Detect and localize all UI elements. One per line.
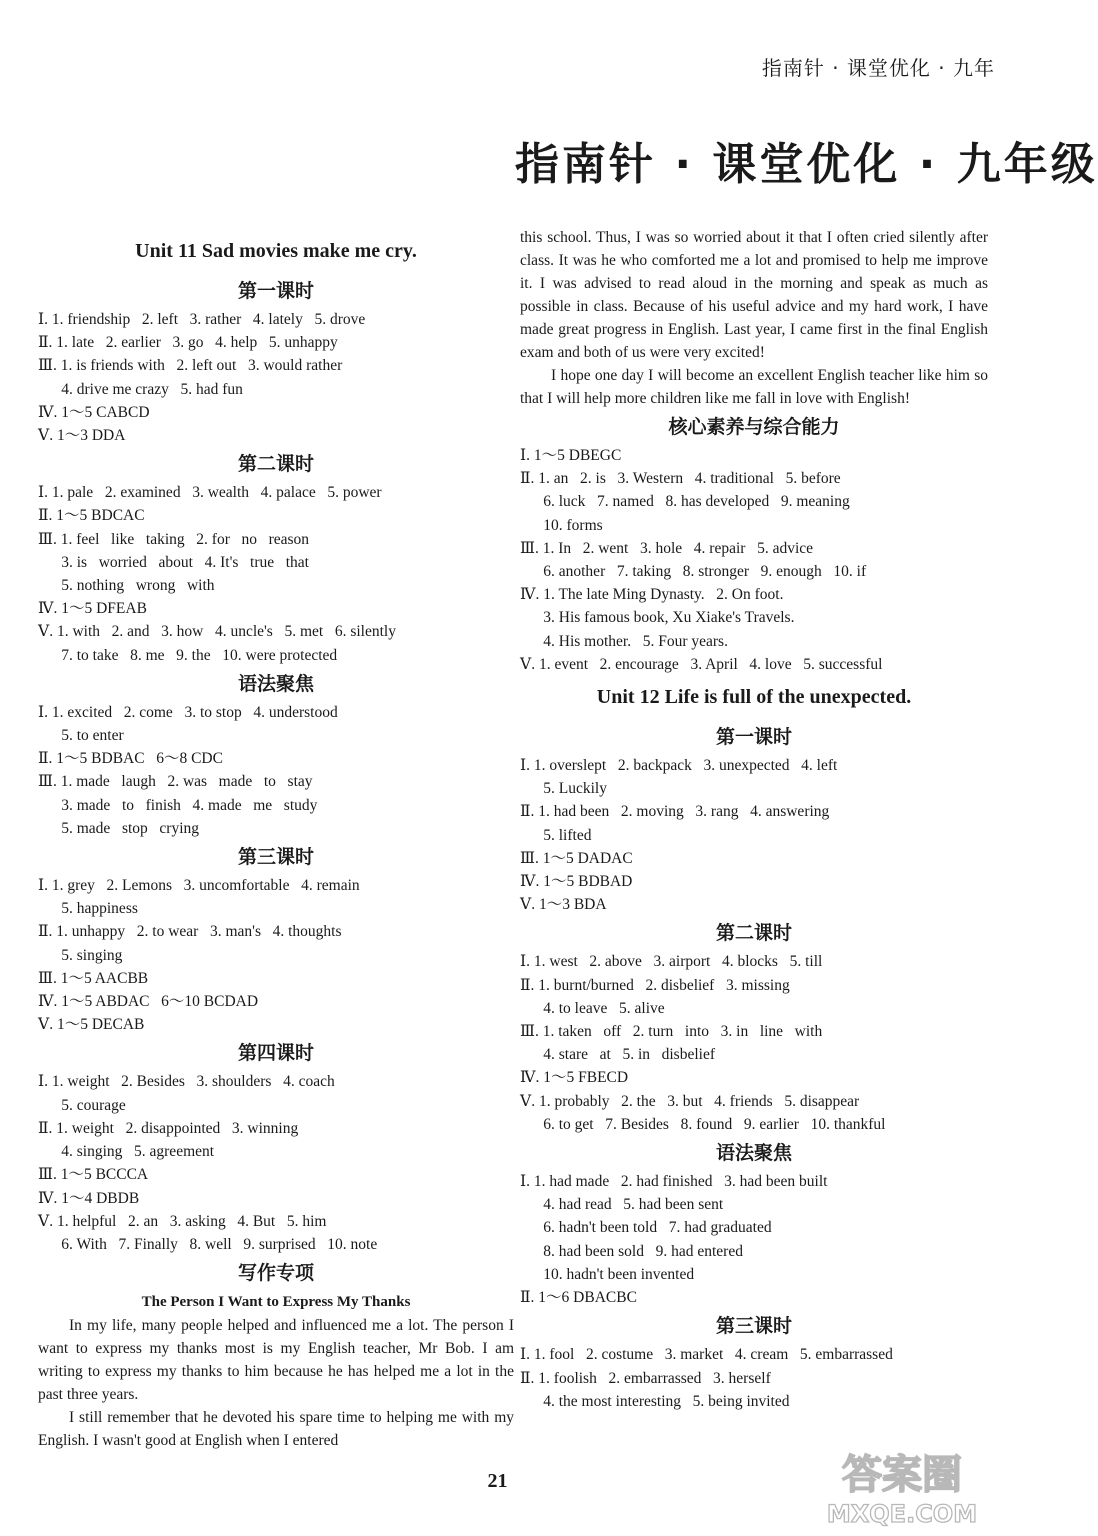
answer-line: 7. to take 8. me 9. the 10. were protected <box>38 646 338 664</box>
answer-line: Ⅴ. 1. probably 2. the 3. but 4. friends 5. disappear <box>520 1092 860 1110</box>
section-title: 第三课时 <box>715 1315 792 1338</box>
answer-line: 3. is worried about 4. It's true that <box>38 553 309 571</box>
answer-line: Ⅰ. 1. pale 2. examined 3. wealth 4. palace 5. power <box>38 484 382 502</box>
answer-line: 4. to leave 5. alive <box>520 999 665 1017</box>
answer-line: 6. luck 7. named 8. has developed 9. meaning <box>520 493 850 511</box>
section-title: 第三课时 <box>237 846 314 869</box>
watermark-url: MXQE.COM <box>826 1500 978 1528</box>
answer-block <box>520 754 988 916</box>
answer-line: Ⅰ. 1～5 DBEGC <box>520 447 622 464</box>
answer-line: Ⅴ. 1. event 2. encourage 3. April 4. love 5. successful <box>520 655 883 673</box>
answer-line: 5. lifted <box>520 826 592 844</box>
answer-line: 3. His famous book, Xu Xiake's Travels. <box>520 609 795 627</box>
section-title: 第四课时 <box>237 1042 314 1065</box>
answer-block <box>520 1343 988 1413</box>
answer-line: Ⅱ. 1. had been 2. moving 3. rang 4. answering <box>520 803 830 821</box>
answer-line: Ⅱ. 1. unhappy 2. to wear 3. man's 4. thoughts <box>38 923 342 941</box>
page-number: 21 <box>487 1470 508 1492</box>
answer-block <box>520 950 988 1136</box>
essay-paragraph: this school. Thus, I was so worried about it that I often cried silently after class. It was he who comforted me a lot and promised to help me improve it. I was advised to read aloud in the morning and speak as much as possible in class. Because of his useful advice and my hard work, I have made great progress in English. Last year, I came first in the final English exam and both of us were very excited! <box>520 229 988 361</box>
answer-block <box>38 1070 514 1256</box>
answer-line: 6. another 7. taking 8. stronger 9. enough 10. if <box>520 563 867 581</box>
answer-line: 10. forms <box>520 516 603 534</box>
page-title: 指南针 · 课堂优化 · 九年级 <box>515 139 1098 190</box>
answer-line: Ⅴ. 1. with 2. and 3. how 4. uncle's 5. met 6. silently <box>38 623 396 641</box>
section-title: 语法聚焦 <box>237 672 314 695</box>
answer-block <box>38 481 514 667</box>
answer-line: 8. had been sold 9. had entered <box>520 1242 743 1260</box>
answer-line: Ⅲ. 1. feel like taking 2. for no reason <box>38 530 310 548</box>
answer-line: Ⅴ. 1～3 BDA <box>520 896 607 914</box>
answer-line: Ⅳ. 1～5 CABCD <box>38 403 150 421</box>
unit-12-title: Unit 12 Life is full of the unexpected. <box>596 686 912 709</box>
answer-line: Ⅰ. 1. weight 2. Besides 3. shoulders 4. coach <box>38 1073 335 1091</box>
answer-line: Ⅱ. 1. late 2. earlier 3. go 4. help 5. unhappy <box>38 334 338 352</box>
answer-line: 6. to get 7. Besides 8. found 9. earlier 10. thankful <box>520 1115 886 1133</box>
answer-line: Ⅱ. 1. burnt/burned 2. disbelief 3. missing <box>520 976 790 994</box>
answer-line: 4. had read 5. had been sent <box>520 1196 724 1214</box>
essay-paragraph: I still remember that he devoted his spare time to helping me with my English. I wasn't good at English when I entered <box>38 1409 514 1450</box>
answer-line: Ⅲ. 1. made laugh 2. was made to stay <box>38 773 313 791</box>
answer-line: Ⅲ. 1～5 DADAC <box>520 849 633 867</box>
answer-line: 5. to enter <box>38 727 124 745</box>
section-title: 第一课时 <box>237 280 314 302</box>
section-title: 语法聚焦 <box>715 1142 792 1165</box>
answer-block <box>520 444 988 676</box>
right-column <box>520 226 988 1413</box>
watermark-logo <box>817 1440 987 1530</box>
answer-line: 5. singing <box>38 946 123 964</box>
answer-line: Ⅳ. 1～5 ABDAC 6～10 BCDAD <box>38 993 259 1011</box>
answer-line: 4. singing 5. agreement <box>38 1143 215 1161</box>
answer-line: Ⅱ. 1～5 BDBAC 6～8 CDC <box>38 750 223 768</box>
answer-line: Ⅲ. 1～5 AACBB <box>38 969 149 987</box>
answer-line: Ⅲ. 1. In 2. went 3. hole 4. repair 5. advice <box>520 539 814 557</box>
running-head: 指南针 · 课堂优化 · 九年 <box>761 56 995 80</box>
answer-line: Ⅳ. 1～5 BDBAD <box>520 873 633 891</box>
answer-line: Ⅰ. 1. friendship 2. left 3. rather 4. lately 5. drove <box>38 311 366 328</box>
answer-line: Ⅴ. 1. helpful 2. an 3. asking 4. But 5. him <box>38 1212 327 1230</box>
answer-line: 4. drive me crazy 5. had fun <box>38 380 243 398</box>
answer-line: Ⅱ. 1. foolish 2. embarrassed 3. herself <box>520 1369 771 1387</box>
answer-line: 10. hadn't been invented <box>520 1265 695 1283</box>
answer-line: Ⅰ. 1. grey 2. Lemons 3. uncomfortable 4. remain <box>38 877 360 895</box>
answer-line: Ⅰ. 1. excited 2. come 3. to stop 4. understood <box>38 703 338 721</box>
answer-line: 5. courage <box>38 1096 126 1114</box>
essay-paragraph: In my life, many people helped and influenced me a lot. The person I want to express my thanks most is my English teacher, Mr Bob. I am writing to express my thanks to him because he has helped me a lot in the past three years. <box>38 1317 514 1404</box>
answer-line: Ⅳ. 1～5 FBECD <box>520 1069 629 1087</box>
answer-line: 5. made stop crying <box>38 819 200 837</box>
answer-line: Ⅳ. 1. The late Ming Dynasty. 2. On foot. <box>520 586 784 604</box>
answer-block <box>38 701 514 840</box>
answer-line: 3. made to finish 4. made me study <box>38 796 318 814</box>
section-title: 第二课时 <box>237 453 314 476</box>
answer-line: 4. the most interesting 5. being invited <box>520 1392 790 1410</box>
section-title: 写作专项 <box>237 1262 314 1285</box>
essay-paragraph: I hope one day I will become an excellent English teacher like him so that I will help more children like me fall in love with English! <box>520 367 988 407</box>
answer-line: 4. His mother. 5. Four years. <box>520 632 728 650</box>
watermark-text: 答案圈 <box>842 1452 962 1498</box>
answer-line: Ⅳ. 1～5 DFEAB <box>38 600 147 618</box>
answer-line: Ⅰ. 1. west 2. above 3. airport 4. blocks 5. till <box>520 953 823 971</box>
answer-line: 4. stare at 5. in disbelief <box>520 1046 715 1064</box>
answer-line: Ⅰ. 1. had made 2. had finished 3. had been built <box>520 1173 828 1191</box>
answer-line: Ⅱ. 1. an 2. is 3. Western 4. traditional 5. before <box>520 470 841 488</box>
section-title: 核心素养与综合能力 <box>668 416 840 438</box>
answer-line: 6. With 7. Finally 8. well 9. surprised 10. note <box>38 1235 378 1253</box>
answer-line: Ⅲ. 1. taken off 2. turn into 3. in line with <box>520 1023 823 1041</box>
left-column <box>38 236 514 1452</box>
answer-line: Ⅲ. 1～5 BCCCA <box>38 1166 149 1184</box>
answer-line: Ⅰ. 1. overslept 2. backpack 3. unexpected 4. left <box>520 757 838 775</box>
answer-block <box>520 1170 988 1309</box>
answer-line: 6. hadn't been told 7. had graduated <box>520 1219 772 1237</box>
answer-line: 5. nothing wrong with <box>38 577 215 595</box>
answer-line: Ⅴ. 1～3 DDA <box>38 427 126 445</box>
answer-line: Ⅰ. 1. fool 2. costume 3. market 4. cream 5. embarrassed <box>520 1346 893 1364</box>
answer-line: 5. happiness <box>38 900 138 918</box>
section-title: 第一课时 <box>715 726 792 749</box>
answer-block <box>38 308 514 447</box>
answer-block <box>38 874 514 1036</box>
answer-line: Ⅳ. 1～4 DBDB <box>38 1189 140 1207</box>
answer-line: Ⅴ. 1～5 DECAB <box>38 1016 145 1034</box>
essay-title: The Person I Want to Express My Thanks <box>141 1294 411 1311</box>
answer-line: Ⅲ. 1. is friends with 2. left out 3. would rather <box>38 357 343 375</box>
answer-line: Ⅱ. 1～5 BDCAC <box>38 507 145 525</box>
answer-line: Ⅱ. 1～6 DBACBC <box>520 1289 637 1307</box>
unit-11-title: Unit 11 Sad movies make me cry. <box>135 240 417 262</box>
answer-line: 5. Luckily <box>520 780 607 798</box>
answer-line: Ⅱ. 1. weight 2. disappointed 3. winning <box>38 1119 299 1137</box>
section-title: 第二课时 <box>715 922 792 945</box>
